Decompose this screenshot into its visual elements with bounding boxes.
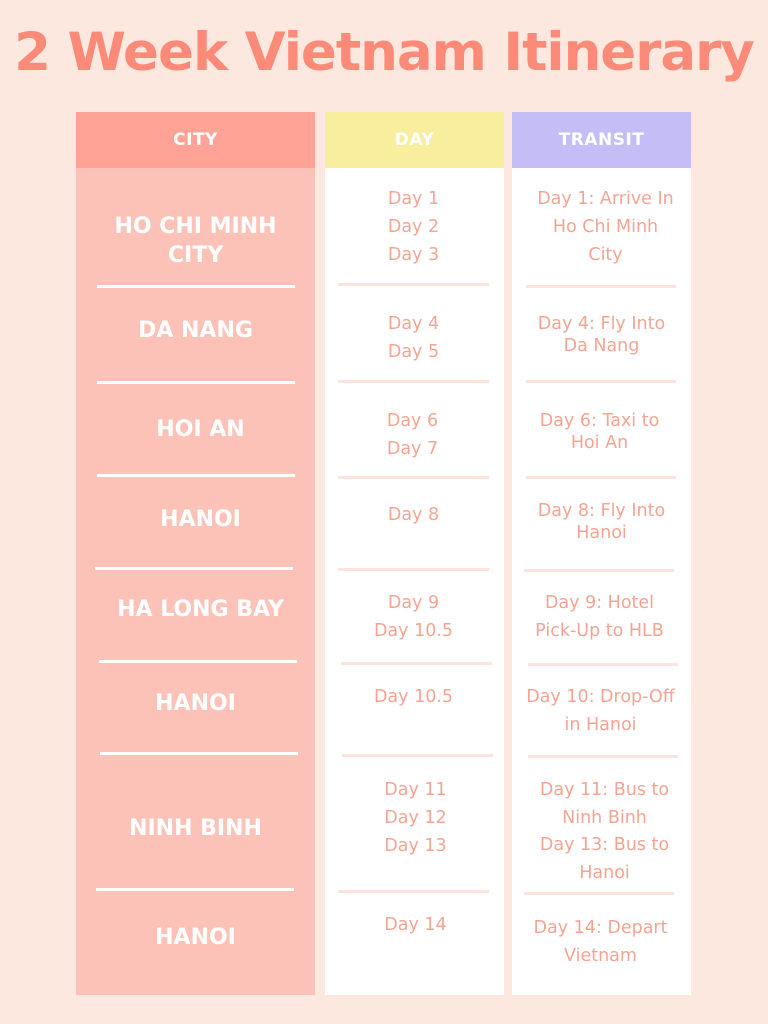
transit-line: Day 6: Taxi to [539,411,660,431]
day-header: DAY [325,112,504,168]
row-divider [99,660,297,663]
city-cell: HO CHI MINH CITY [114,214,277,268]
transit-cell [512,312,691,358]
row-divider [524,892,674,895]
day-cell [324,185,503,269]
row-divider [338,476,489,479]
row-divider [526,285,676,288]
transit-cell [510,409,689,455]
transit-line: Day 13: Bus to [539,835,670,855]
transit-cell [510,589,689,645]
city-header: CITY [76,112,315,168]
row-divider [338,380,489,383]
transit-line: Hanoi [579,862,630,883]
row-divider [100,752,298,755]
row-divider [342,754,493,757]
row-divider [96,888,294,891]
transit-header: TRANSIT [512,112,691,168]
day-cell [326,911,505,939]
row-divider [341,662,492,665]
city-cell: DA NANG [138,317,253,343]
city-cell: NINH BINH [129,815,262,841]
day-cell [324,589,503,645]
day-label: Day 1 [387,189,440,209]
transit-line: Pick-Up to HLB [535,621,664,641]
city-cell: HANOI [155,924,236,950]
transit-line: Hoi An [570,433,629,453]
day-label: Day 10.5 [373,687,454,707]
row-divider [95,567,293,570]
row-divider [528,755,678,758]
day-label: Day 5 [387,342,440,362]
transit-line: Day 1: Arrive In [537,189,674,209]
row-divider [526,476,676,479]
day-label: Day 10.5 [373,621,454,641]
row-divider [528,663,678,666]
day-cell [324,683,503,711]
day-cell [324,310,503,366]
row-divider [97,381,295,384]
day-cell [323,407,502,463]
transit-line: Day 4: Fly Into [537,314,666,334]
transit-line: Day 11: Bus to [539,780,670,800]
transit-line: Da Nang [563,336,640,356]
transit-cell [516,185,695,269]
row-divider [526,380,676,383]
transit-line: Vietnam [564,946,637,966]
day-label: Day 13 [384,836,447,856]
day-label: Day 9 [387,593,440,613]
day-cell [326,776,505,860]
transit-cell [515,776,694,888]
day-label: Day 7 [386,439,439,459]
transit-line: Ho Chi Minh [552,217,659,237]
transit-line: Day 10: Drop-Off [526,687,675,707]
transit-line: City [588,245,623,265]
transit-line: Ninh Binh [562,807,647,828]
city-cell: HANOI [160,506,241,532]
row-divider [97,474,295,477]
day-label: Day 14 [384,915,447,935]
row-divider [338,283,489,286]
day-label: Day 12 [384,808,447,828]
transit-line: Hanoi [576,523,627,543]
row-divider [338,568,489,571]
day-cell [324,501,503,529]
row-divider [524,569,674,572]
day-column [325,112,504,995]
transit-line: Day 8: Fly Into [537,501,666,521]
transit-cell [512,499,691,545]
page-title: 2 Week Vietnam Itinerary [14,22,754,83]
row-divider [338,890,489,893]
city-cell: HOI AN [156,416,245,442]
transit-cell [511,683,690,739]
day-label: Day 4 [387,314,440,334]
day-label: Day 3 [387,245,440,265]
day-label: Day 6 [386,411,439,431]
transit-line: in Hanoi [564,715,637,735]
city-cell: HA LONG BAY [117,596,284,622]
city-cell: HANOI [155,690,236,716]
day-label: Day 11 [384,780,447,800]
transit-cell [511,914,690,970]
day-label: Day 2 [387,217,440,237]
city-column [76,112,315,995]
day-label: Day 8 [387,505,440,525]
transit-column [512,112,691,995]
transit-line: Day 14: Depart [533,918,668,938]
transit-line: Day 9: Hotel [544,593,655,613]
row-divider [97,285,295,288]
